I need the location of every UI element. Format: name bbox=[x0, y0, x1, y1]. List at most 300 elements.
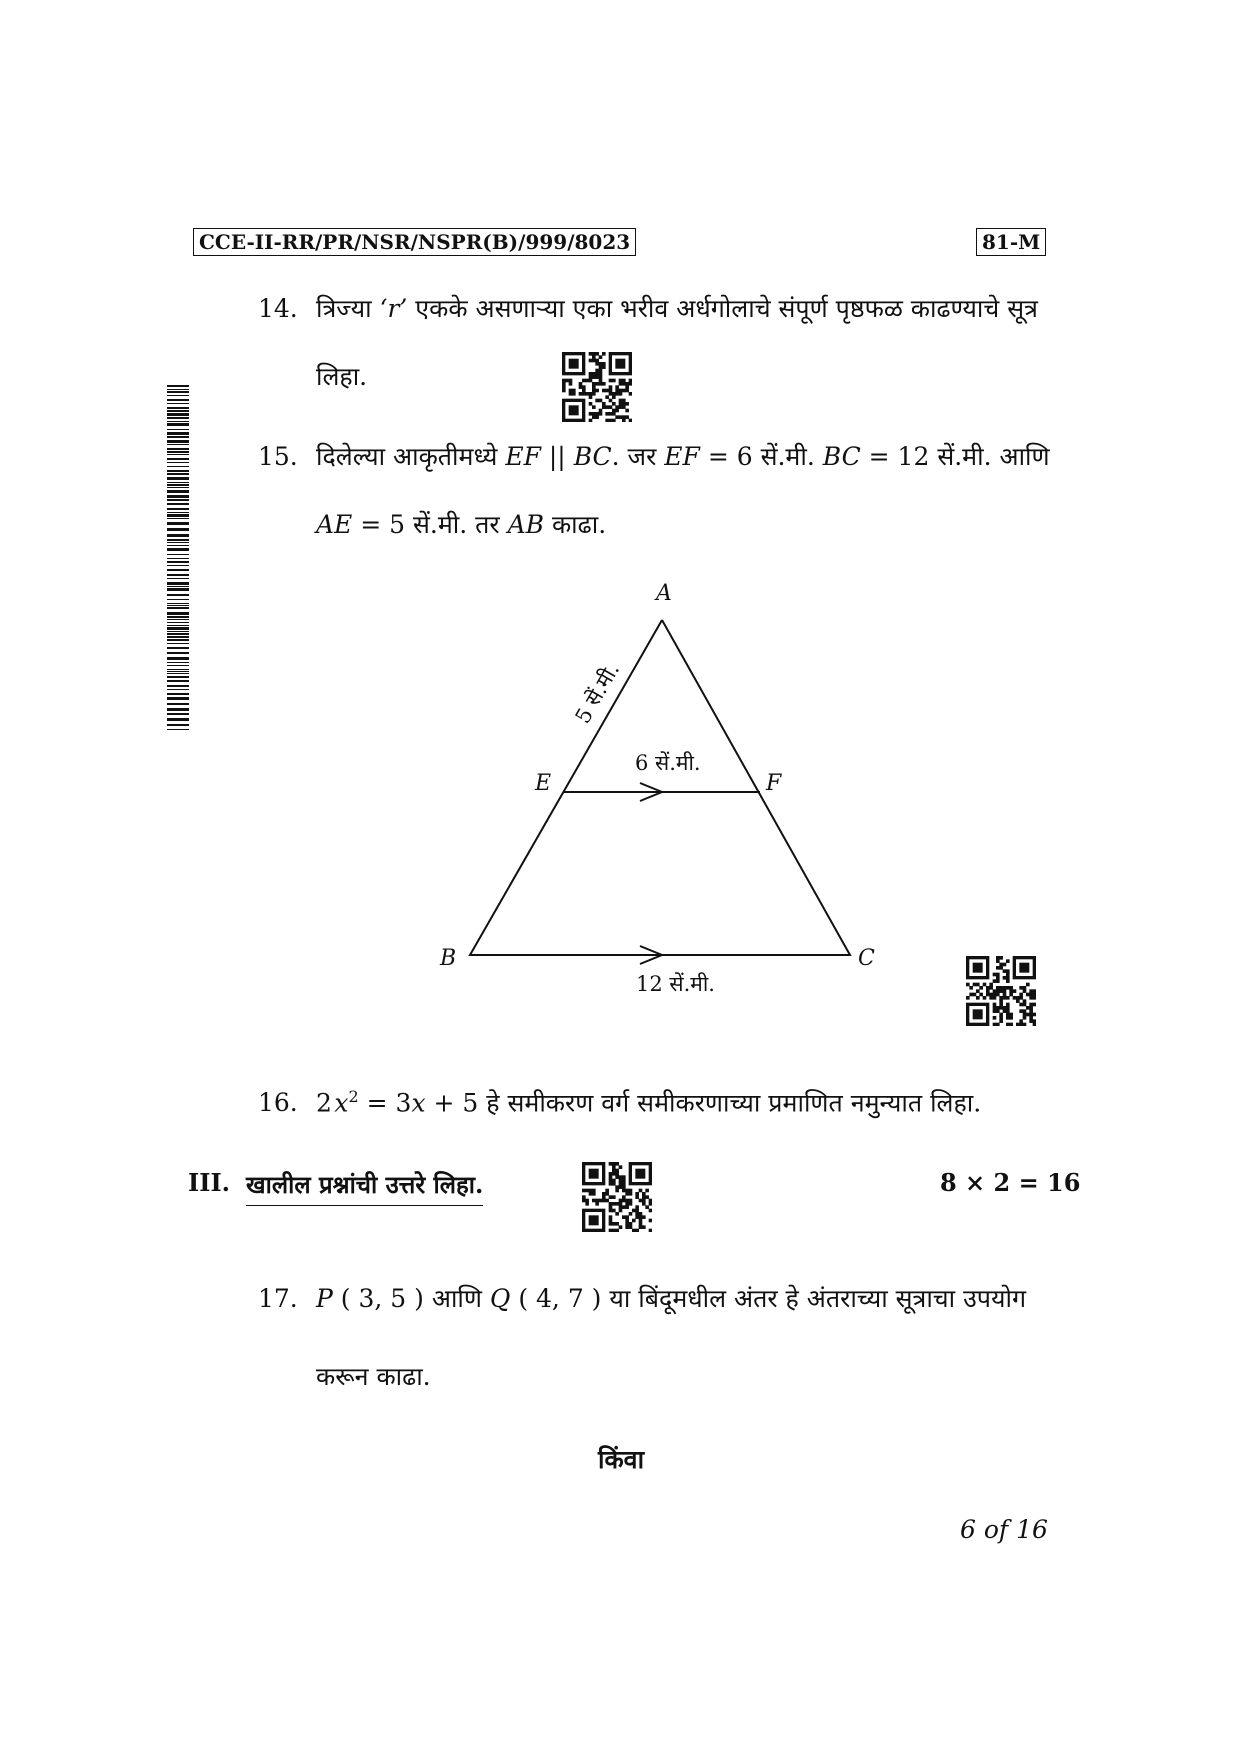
qr-module bbox=[649, 1219, 652, 1223]
barcode-bar bbox=[167, 612, 189, 615]
qr-module bbox=[562, 379, 566, 383]
qr-module bbox=[622, 399, 626, 403]
qr-module bbox=[569, 382, 573, 386]
qr-module bbox=[1019, 1023, 1023, 1026]
qr-module bbox=[1026, 983, 1030, 987]
qr-module bbox=[973, 983, 977, 987]
qr-module bbox=[996, 973, 1000, 977]
q14-var-r: ‘r’ bbox=[379, 294, 408, 323]
qr-module bbox=[622, 1195, 626, 1199]
qr-module bbox=[622, 389, 626, 393]
barcode-bar bbox=[167, 574, 189, 576]
qr-module bbox=[1013, 989, 1017, 993]
question-17-line-1 bbox=[258, 1282, 1026, 1316]
qr-module bbox=[1003, 969, 1007, 973]
barcode-bar bbox=[167, 616, 189, 618]
qr-module bbox=[612, 395, 616, 399]
qr-module bbox=[1033, 993, 1036, 997]
qr-module bbox=[595, 369, 599, 373]
qr-module bbox=[1029, 1006, 1033, 1010]
qr-module bbox=[589, 352, 593, 356]
qr-module bbox=[979, 986, 983, 990]
qr-module bbox=[589, 1215, 599, 1225]
question-14-line-1 bbox=[258, 292, 1038, 326]
section-roman: III. bbox=[188, 1168, 231, 1197]
barcode-bar bbox=[167, 407, 189, 409]
qr-module bbox=[996, 966, 1000, 970]
qr-module bbox=[622, 415, 626, 419]
qr-module bbox=[1009, 1016, 1013, 1020]
qr-module bbox=[639, 1189, 643, 1193]
qr-module bbox=[1009, 986, 1013, 990]
qr-module bbox=[625, 1189, 629, 1193]
qr-module bbox=[609, 419, 613, 422]
qr-module bbox=[1023, 1009, 1027, 1013]
qr-module bbox=[1006, 996, 1010, 1000]
barcode-bar bbox=[167, 477, 189, 480]
qr-module bbox=[1009, 1013, 1013, 1017]
qr-module bbox=[622, 419, 626, 422]
qr-module bbox=[1016, 1023, 1020, 1026]
qr-module bbox=[1003, 1009, 1007, 1013]
qr-module bbox=[993, 1016, 997, 1020]
qr-module bbox=[629, 1212, 633, 1216]
qr-module bbox=[649, 1202, 652, 1206]
qr-module bbox=[986, 989, 990, 993]
qr-module bbox=[619, 402, 623, 406]
qr-module bbox=[609, 1195, 613, 1199]
qr-module bbox=[629, 382, 632, 386]
barcode-bar bbox=[167, 534, 189, 537]
qr-module bbox=[1019, 993, 1023, 997]
qr-module bbox=[572, 392, 576, 396]
eq-rhs: = 3 bbox=[358, 1088, 412, 1118]
qr-module bbox=[632, 1219, 636, 1223]
qr-module bbox=[1016, 999, 1020, 1003]
qr-module bbox=[585, 392, 589, 396]
qr-module bbox=[976, 983, 980, 987]
qr-module bbox=[642, 1202, 646, 1206]
qr-module bbox=[1009, 1023, 1013, 1026]
qr-module bbox=[625, 1192, 629, 1196]
qr-module bbox=[1033, 1003, 1036, 1007]
question-17-line-2: करून काढा. bbox=[316, 1362, 431, 1391]
barcode-bar bbox=[167, 673, 189, 674]
qr-module bbox=[1029, 1019, 1033, 1023]
qr-module bbox=[635, 1192, 639, 1196]
barcode-bar bbox=[167, 548, 189, 551]
barcode-bar bbox=[167, 385, 189, 387]
qr-module bbox=[595, 359, 599, 363]
qr-module bbox=[595, 382, 599, 386]
qr-module bbox=[589, 1192, 593, 1196]
qr-module bbox=[973, 1009, 983, 1019]
qr-module bbox=[983, 983, 987, 987]
qr-module bbox=[582, 379, 586, 383]
qr-module bbox=[602, 352, 606, 356]
eq-var-2: x bbox=[411, 1088, 426, 1118]
qr-module bbox=[619, 1199, 623, 1203]
barcode-bar bbox=[167, 487, 189, 488]
barcode-image bbox=[167, 385, 189, 730]
qr-module bbox=[619, 1209, 623, 1213]
qr-module bbox=[622, 1215, 626, 1219]
qr-module bbox=[612, 392, 616, 396]
barcode-bar bbox=[167, 680, 189, 682]
qr-module bbox=[993, 989, 997, 993]
barcode-bar bbox=[167, 389, 189, 390]
qr-module bbox=[999, 996, 1003, 1000]
qr-module bbox=[602, 382, 606, 386]
qr-module bbox=[973, 993, 977, 997]
qr-module bbox=[989, 986, 993, 990]
qr-module bbox=[572, 389, 576, 393]
qr-module bbox=[1009, 993, 1013, 997]
qr-module bbox=[585, 1199, 589, 1203]
paper-id: 81-M bbox=[976, 228, 1046, 256]
barcode-bar bbox=[167, 639, 189, 641]
qr-module bbox=[595, 389, 599, 393]
barcode-bar bbox=[167, 539, 189, 541]
barcode-bar bbox=[167, 522, 189, 525]
qr-module bbox=[585, 1202, 589, 1206]
qr-module bbox=[993, 973, 997, 977]
qr-module bbox=[579, 392, 583, 396]
barcode-bar bbox=[167, 499, 189, 501]
qr-module bbox=[615, 1222, 619, 1226]
qr-module bbox=[605, 389, 609, 393]
qr-module bbox=[1003, 986, 1007, 990]
qr-module bbox=[1029, 1016, 1033, 1020]
qr-module bbox=[625, 402, 629, 406]
question-text: = 12 सें.मी. आणि bbox=[860, 442, 1050, 471]
qr-module bbox=[599, 412, 603, 416]
question-14-line-2: लिहा. bbox=[316, 362, 368, 391]
qr-module bbox=[592, 1192, 596, 1196]
section-marks: 8 × 2 = 16 bbox=[940, 1168, 1081, 1197]
eq-coef: 2 bbox=[316, 1088, 332, 1118]
q14-text-a: त्रिज्या bbox=[316, 294, 380, 323]
barcode-bar bbox=[167, 444, 189, 445]
qr-module bbox=[635, 1209, 639, 1213]
qr-module bbox=[1026, 993, 1030, 997]
qr-module bbox=[632, 1229, 636, 1232]
qr-module bbox=[986, 993, 990, 997]
qr-module bbox=[565, 379, 569, 383]
qr-module bbox=[645, 1189, 649, 1193]
qr-module bbox=[1029, 989, 1033, 993]
qr-module bbox=[582, 1199, 586, 1203]
barcode-bar bbox=[167, 633, 189, 635]
qr-module bbox=[639, 1215, 643, 1219]
label-bc-length: 12 सें.मी. bbox=[636, 972, 715, 996]
qr-module bbox=[1003, 993, 1007, 997]
qr-module bbox=[592, 389, 596, 393]
question-number: 17. bbox=[258, 1284, 298, 1313]
qr-module bbox=[619, 1185, 623, 1189]
qr-module bbox=[1023, 1016, 1027, 1020]
qr-module bbox=[629, 379, 632, 383]
math-variable: EF bbox=[664, 442, 700, 471]
qr-module bbox=[609, 1229, 613, 1232]
qr-module bbox=[1006, 976, 1010, 980]
barcode-bar bbox=[167, 421, 189, 422]
barcode-bar bbox=[167, 528, 189, 531]
qr-module bbox=[612, 409, 616, 413]
triangle-figure bbox=[400, 570, 920, 1020]
qr-module bbox=[625, 409, 629, 413]
barcode-bar bbox=[167, 458, 189, 460]
qr-module bbox=[622, 1185, 626, 1189]
math-variable: AB bbox=[507, 510, 545, 539]
qr-module bbox=[622, 382, 626, 386]
qr-module bbox=[609, 1209, 613, 1213]
qr-module bbox=[1029, 1009, 1033, 1013]
qr-module bbox=[612, 1179, 616, 1183]
qr-module bbox=[973, 963, 983, 973]
qr-module bbox=[602, 402, 606, 406]
qr-module bbox=[595, 372, 599, 376]
qr-module bbox=[592, 385, 596, 389]
qr-module bbox=[993, 1003, 997, 1007]
qr-module bbox=[589, 392, 593, 396]
qr-module bbox=[1033, 996, 1036, 1000]
qr-module bbox=[579, 385, 583, 389]
qr-module bbox=[592, 415, 596, 419]
qr-module bbox=[612, 1162, 616, 1166]
qr-module bbox=[605, 412, 609, 416]
qr-module bbox=[1033, 989, 1036, 993]
section-title: खालील प्रश्नांची उत्तरे लिहा. bbox=[246, 1168, 483, 1206]
qr-module bbox=[619, 379, 623, 383]
qr-module bbox=[989, 993, 993, 997]
qr-module bbox=[609, 1215, 613, 1219]
qr-module bbox=[1019, 996, 1023, 1000]
qr-module bbox=[1019, 986, 1023, 990]
qr-module bbox=[605, 1192, 609, 1196]
qr-module bbox=[562, 382, 566, 386]
qr-module bbox=[996, 959, 1000, 963]
barcode-bar bbox=[167, 669, 189, 670]
qr-module bbox=[602, 365, 606, 369]
qr-module bbox=[609, 1175, 613, 1179]
qr-module bbox=[629, 419, 632, 422]
qr-module bbox=[612, 1209, 616, 1213]
barcode-bar bbox=[167, 652, 189, 654]
qr-module bbox=[592, 372, 596, 376]
qr-module bbox=[589, 402, 593, 406]
barcode-bar bbox=[167, 582, 189, 585]
qr-module bbox=[999, 1019, 1003, 1023]
qr-module bbox=[625, 1215, 629, 1219]
math-variable: AE bbox=[316, 510, 353, 539]
qr-module bbox=[619, 415, 623, 419]
qr-module bbox=[599, 1199, 603, 1203]
qr-code-icon bbox=[582, 1162, 652, 1232]
qr-module bbox=[609, 399, 613, 403]
question-16 bbox=[258, 1080, 981, 1120]
qr-module bbox=[619, 1179, 623, 1183]
question-text: ( 4, 7 ) या बिंदूमधील अंतर हे अंतराच्या सूत्राचा उपयोग bbox=[510, 1284, 1027, 1313]
qr-module bbox=[612, 1182, 616, 1186]
qr-module bbox=[1023, 999, 1027, 1003]
qr-module bbox=[1029, 996, 1033, 1000]
qr-module bbox=[976, 989, 980, 993]
barcode-bar bbox=[167, 454, 189, 455]
qr-module bbox=[609, 1172, 613, 1176]
qr-module bbox=[592, 1199, 596, 1203]
qr-module bbox=[609, 385, 613, 389]
qr-module bbox=[609, 405, 613, 409]
qr-module bbox=[615, 1212, 619, 1216]
qr-module bbox=[645, 1205, 649, 1209]
qr-module bbox=[609, 1179, 613, 1183]
qr-code-icon bbox=[562, 352, 632, 422]
qr-module bbox=[569, 389, 573, 393]
qr-module bbox=[639, 1212, 643, 1216]
qr-module bbox=[999, 1003, 1003, 1007]
qr-module bbox=[615, 389, 619, 393]
vertex-label-f: F bbox=[766, 771, 782, 796]
barcode-bar bbox=[167, 578, 189, 579]
barcode-bar bbox=[167, 594, 189, 596]
qr-module bbox=[1006, 1003, 1010, 1007]
qr-module bbox=[595, 415, 599, 419]
barcode-bar bbox=[167, 482, 189, 483]
qr-module bbox=[589, 359, 593, 363]
qr-module bbox=[1023, 1003, 1027, 1007]
qr-module bbox=[1003, 996, 1007, 1000]
qr-module bbox=[645, 1195, 649, 1199]
barcode-bar bbox=[167, 643, 189, 644]
qr-module bbox=[592, 359, 596, 363]
qr-module bbox=[1006, 1006, 1010, 1010]
qr-module bbox=[622, 1179, 626, 1183]
barcode-bar bbox=[167, 561, 189, 563]
qr-module bbox=[999, 1016, 1003, 1020]
qr-module bbox=[595, 362, 599, 366]
qr-module bbox=[1016, 996, 1020, 1000]
qr-module bbox=[993, 1023, 997, 1026]
qr-module bbox=[1006, 1013, 1010, 1017]
qr-module bbox=[582, 1195, 586, 1199]
vertex-label-a: A bbox=[656, 581, 672, 606]
qr-module bbox=[622, 1175, 626, 1179]
qr-module bbox=[612, 379, 616, 383]
qr-module bbox=[592, 382, 596, 386]
qr-module bbox=[612, 402, 616, 406]
qr-module bbox=[615, 409, 619, 413]
qr-module bbox=[605, 1199, 609, 1203]
qr-module bbox=[585, 1189, 589, 1193]
barcode-bar bbox=[167, 631, 189, 632]
barcode-bar bbox=[167, 625, 189, 626]
qr-module bbox=[592, 392, 596, 396]
qr-module bbox=[1006, 973, 1010, 977]
qr-module bbox=[622, 1182, 626, 1186]
vertex-label-c: C bbox=[858, 946, 875, 971]
qr-module bbox=[632, 1209, 636, 1213]
qr-module bbox=[605, 1189, 609, 1193]
qr-module bbox=[979, 993, 983, 997]
qr-module bbox=[649, 1199, 652, 1203]
qr-module bbox=[599, 362, 603, 366]
qr-module bbox=[625, 415, 629, 419]
qr-module bbox=[993, 1006, 997, 1010]
barcode-bar bbox=[167, 554, 189, 555]
qr-module bbox=[642, 1195, 646, 1199]
qr-module bbox=[629, 1192, 633, 1196]
barcode-bar bbox=[167, 619, 189, 620]
qr-module bbox=[599, 409, 603, 413]
question-text: = 5 सें.मी. तर bbox=[352, 510, 508, 539]
qr-module bbox=[639, 1222, 643, 1226]
eq-const: + 5 bbox=[425, 1088, 479, 1118]
barcode-bar bbox=[167, 665, 189, 666]
qr-module bbox=[1029, 1003, 1033, 1007]
barcode-bar bbox=[167, 462, 189, 463]
qr-module bbox=[625, 1225, 629, 1229]
qr-code-icon bbox=[966, 956, 1036, 1026]
barcode-bar bbox=[167, 473, 189, 475]
q14-text-b: एकके असणाऱ्या एका भरीव अर्धगोलाचे संपूर्ण पृष्ठफळ काढण्याचे सूत्र bbox=[407, 294, 1038, 323]
qr-module bbox=[1019, 1003, 1023, 1007]
barcode-bar bbox=[167, 724, 189, 726]
qr-module bbox=[625, 389, 629, 393]
qr-module bbox=[605, 419, 609, 422]
qr-module bbox=[619, 1165, 623, 1169]
qr-module bbox=[599, 399, 603, 403]
qr-module bbox=[1033, 1019, 1036, 1023]
qr-module bbox=[582, 389, 586, 393]
qr-module bbox=[595, 412, 599, 416]
qr-module bbox=[615, 359, 625, 369]
barcode-bar bbox=[167, 708, 189, 711]
qr-module bbox=[989, 996, 993, 1000]
barcode-bar bbox=[167, 685, 189, 687]
qr-module bbox=[635, 1195, 639, 1199]
qr-module bbox=[609, 1205, 613, 1209]
qr-module bbox=[602, 405, 606, 409]
qr-module bbox=[609, 392, 613, 396]
qr-module bbox=[996, 956, 1000, 960]
qr-module bbox=[1023, 986, 1027, 990]
qr-module bbox=[609, 1162, 613, 1166]
qr-module bbox=[993, 993, 997, 997]
qr-module bbox=[615, 1202, 619, 1206]
qr-module bbox=[609, 379, 613, 383]
qr-module bbox=[619, 1175, 623, 1179]
qr-module bbox=[635, 1169, 645, 1179]
question-text: = 6 सें.मी. bbox=[699, 442, 823, 471]
qr-module bbox=[569, 392, 573, 396]
qr-module bbox=[609, 412, 613, 416]
barcode-bar bbox=[167, 512, 189, 513]
barcode-bar bbox=[167, 636, 189, 638]
barcode-bar bbox=[167, 622, 189, 623]
qr-module bbox=[595, 1199, 599, 1203]
barcode-bar bbox=[167, 423, 189, 426]
qr-module bbox=[996, 976, 1000, 980]
qr-module bbox=[999, 986, 1003, 990]
barcode-bar bbox=[167, 518, 189, 519]
question-text: दिलेल्या आकृतीमध्ये bbox=[316, 442, 506, 471]
qr-module bbox=[996, 1023, 1000, 1026]
qr-module bbox=[993, 979, 997, 983]
qr-module bbox=[602, 362, 606, 366]
qr-module bbox=[569, 379, 573, 383]
barcode-bar bbox=[167, 671, 189, 672]
